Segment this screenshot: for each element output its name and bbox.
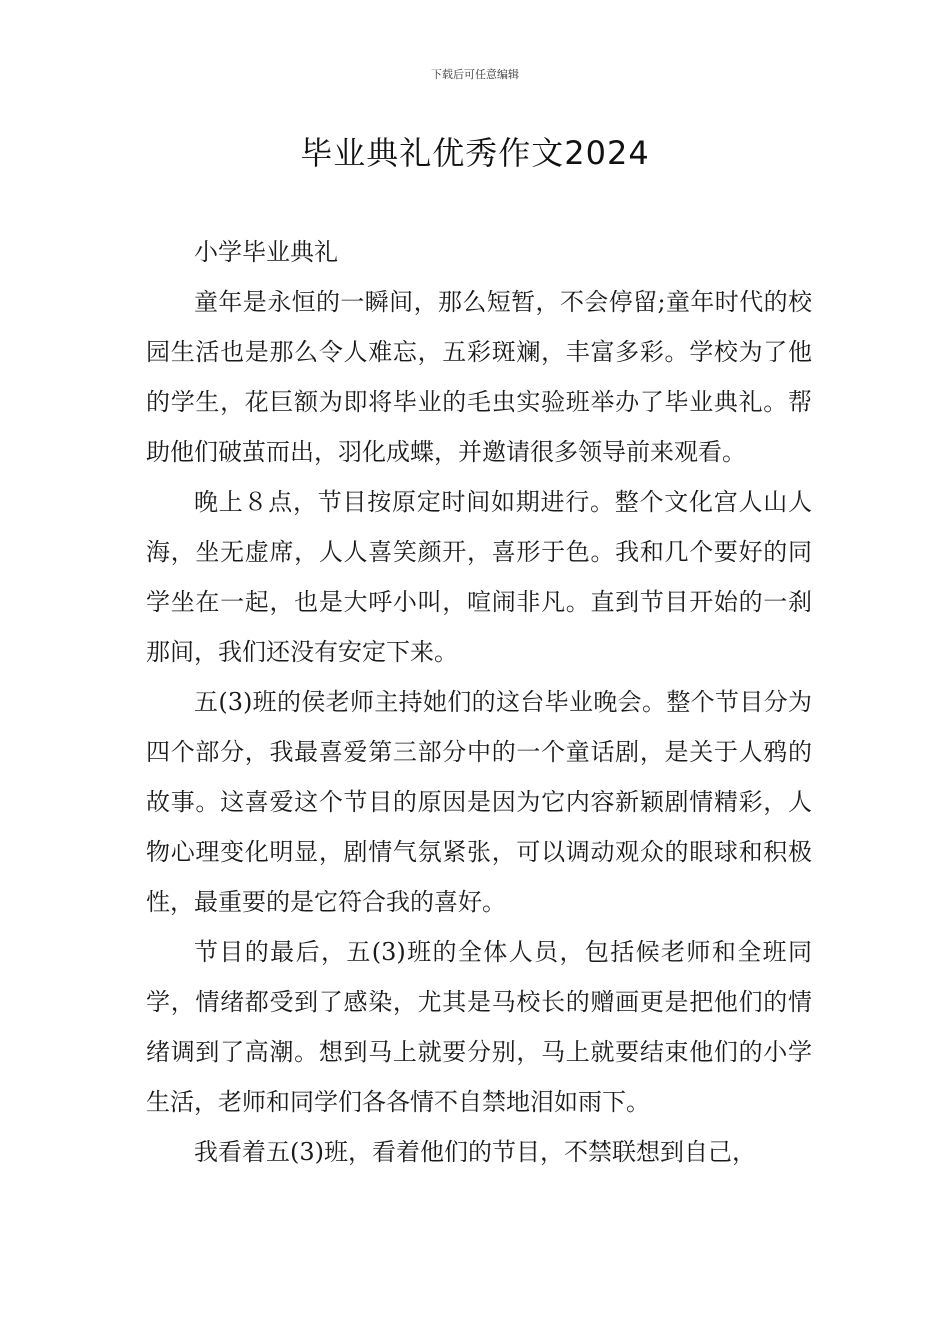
body-paragraph: 节目的最后，五(3)班的全体人员，包括候老师和全班同学，情绪都受到了感染，尤其是马校长的赠画更是把他们的情绪调到了高潮。想到马上就要分别，马上就要结束他们的小学生活，老师和同学们各各情不自禁地泪如雨下。: [146, 938, 812, 1116]
document-title: 毕业典礼优秀作文2024: [300, 134, 650, 172]
body-paragraph: 晚上８点，节目按原定时间如期进行。整个文化宫人山人海，坐无虚席，人人喜笑颜开，喜形于色。我和几个要好的同学坐在一起，也是大呼小叫，喧闹非凡。直到节目开始的一刹那间，我们还没有安定下来。: [146, 488, 812, 666]
body-paragraph: 童年是永恒的一瞬间，那么短暂，不会停留;童年时代的校园生活也是那么令人难忘，五彩斑斓，丰富多彩。学校为了他的学生，花巨额为即将毕业的毛虫实验班举办了毕业典礼。帮助他们破茧而出，羽化成蝶，并邀请很多领导前来观看。: [146, 288, 812, 466]
document-body: [146, 227, 812, 1177]
header-note: 下载后可任意编辑: [431, 68, 519, 81]
body-paragraph: 我看着五(3)班，看着他们的节目，不禁联想到自己，: [194, 1138, 756, 1166]
subtitle-paragraph: 小学毕业典礼: [194, 238, 338, 266]
body-paragraph: 五(3)班的侯老师主持她们的这台毕业晚会。整个节目分为四个部分，我最喜爱第三部分中的一个童话剧，是关于人鸦的故事。这喜爱这个节目的原因是因为它内容新颖剧情精彩，人物心理变化明显，剧情气氛紧张，可以调动观众的眼球和积极性，最重要的是它符合我的喜好。: [146, 688, 812, 916]
